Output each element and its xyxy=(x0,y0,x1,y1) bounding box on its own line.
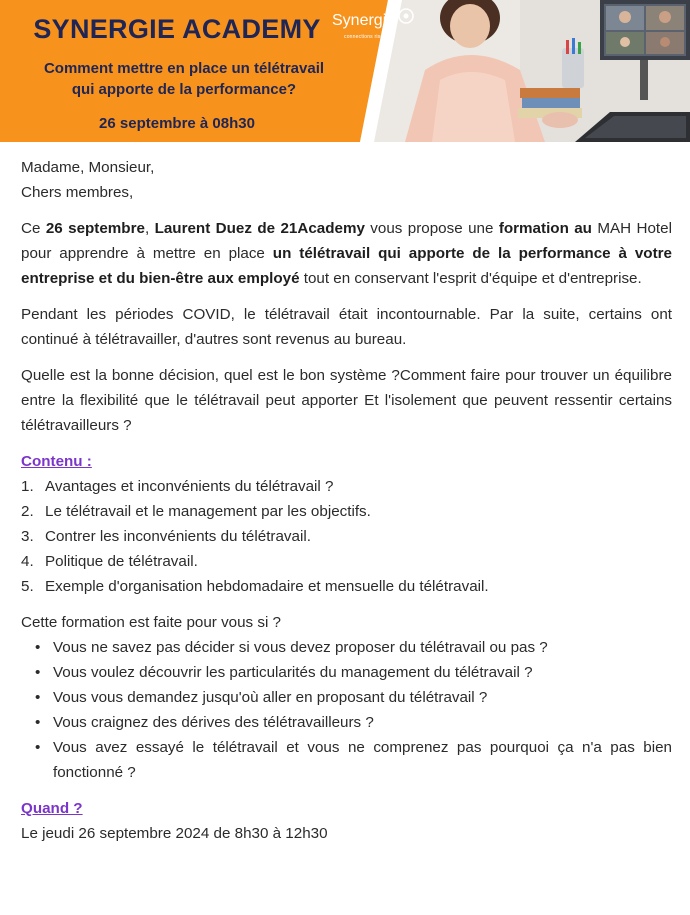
banner-date: 26 septembre à 08h30 xyxy=(99,115,255,132)
contenu-item xyxy=(21,549,672,574)
audience-item-text: Vous avez essayé le télétravail et vous ne comprenez pas pourquoi ça n'a pas bien fonctionné ? xyxy=(53,739,672,781)
contenu-item xyxy=(21,474,672,499)
contenu-item-number: 5. xyxy=(21,578,34,595)
logo-name: Synergie xyxy=(332,12,396,29)
contenu-item-text: Le télétravail et le management par les objectifs. xyxy=(45,503,371,520)
bullet-icon: • xyxy=(35,639,41,656)
contenu-item-number: 1. xyxy=(21,478,34,495)
audience-item xyxy=(21,685,672,710)
quand-heading: Quand ? xyxy=(21,800,83,817)
bullet-icon: • xyxy=(35,739,41,756)
letter-body xyxy=(21,155,672,846)
intro-date: 26 septembre xyxy=(45,220,145,237)
contenu-item-number: 3. xyxy=(21,528,34,545)
intro-text-2: , xyxy=(144,220,155,237)
banner-title: SYNERGIE ACADEMY xyxy=(33,14,321,44)
audience-item xyxy=(21,710,672,735)
contenu-item-text: Contrer les inconvénients du télétravail. xyxy=(45,528,311,545)
contenu-list xyxy=(21,474,672,599)
greeting-line1: Madame, Monsieur, xyxy=(21,159,155,176)
contenu-item-text: Avantages et inconvénients du télétravail ? xyxy=(45,478,334,495)
contenu-item-text: Politique de télétravail. xyxy=(45,553,198,570)
bullet-icon: • xyxy=(35,664,41,681)
covid-paragraph: Pendant les périodes COVID, le télétravail était incontournable. Par la suite, certains ont continué à télétravailler, d'autres sont revenus au bureau. xyxy=(21,306,672,348)
audience-item-text: Vous vous demandez jusqu'où aller en proposant du télétravail ? xyxy=(53,689,488,706)
logo-tagline: connections rises xyxy=(344,34,387,40)
intro-speaker: Laurent Duez de 21Academy xyxy=(154,220,365,237)
greeting-line2: Chers membres, xyxy=(21,184,134,201)
intro-text-4: MAH Hotel pour apprendre à mettre en place xyxy=(21,220,672,262)
banner-subtitle-line2: qui apporte de la performance? xyxy=(71,81,297,98)
audience-item xyxy=(21,660,672,685)
intro-text-1: Ce xyxy=(21,220,46,237)
intro-text-3: vous propose une xyxy=(364,220,499,237)
intro-paragraph xyxy=(21,216,672,291)
contenu-heading: Contenu : xyxy=(21,453,92,470)
intro-goal: un télétravail qui apporte de la performance à votre entreprise et du bien-être aux employé xyxy=(21,245,672,287)
contenu-item xyxy=(21,524,672,549)
header-banner xyxy=(0,0,690,142)
logo-mark-icon xyxy=(398,8,414,24)
audience-list xyxy=(21,635,672,785)
audience-item-text: Vous craignez des dérives des télétravailleurs ? xyxy=(53,714,374,731)
audience-item xyxy=(21,635,672,660)
quand-text: Le jeudi 26 septembre 2024 de 8h30 à 12h30 xyxy=(21,825,328,842)
contenu-item-number: 4. xyxy=(21,553,34,570)
banner-subtitle-line1: Comment mettre en place un télétravail xyxy=(43,60,325,77)
contenu-item-text: Exemple d'organisation hebdomadaire et mensuelle du télétravail. xyxy=(45,578,489,595)
bullet-icon: • xyxy=(35,689,41,706)
intro-formation: formation au xyxy=(498,220,592,237)
audience-item-text: Vous voulez découvrir les particularités du management du télétravail ? xyxy=(53,664,533,681)
synergie-logo xyxy=(330,10,420,46)
contenu-item xyxy=(21,499,672,524)
audience-intro: Cette formation est faite pour vous si ? xyxy=(21,614,282,631)
audience-item xyxy=(21,735,672,785)
banner-subtitle xyxy=(14,58,354,100)
contenu-item xyxy=(21,574,672,599)
contenu-item-number: 2. xyxy=(21,503,34,520)
audience-item-text: Vous ne savez pas décider si vous devez proposer du télétravail ou pas ? xyxy=(53,639,548,656)
question-paragraph: Quelle est la bonne décision, quel est le bon système ?Comment faire pour trouver un équilibre entre la flexibilité que le télétravail peut apporter Et l'isolement que peuvent ressentir certains télétravailleurs ? xyxy=(21,367,672,434)
intro-text-5: tout en conservant l'esprit d'équipe et d'entreprise. xyxy=(299,270,642,287)
bullet-icon: • xyxy=(35,714,41,731)
